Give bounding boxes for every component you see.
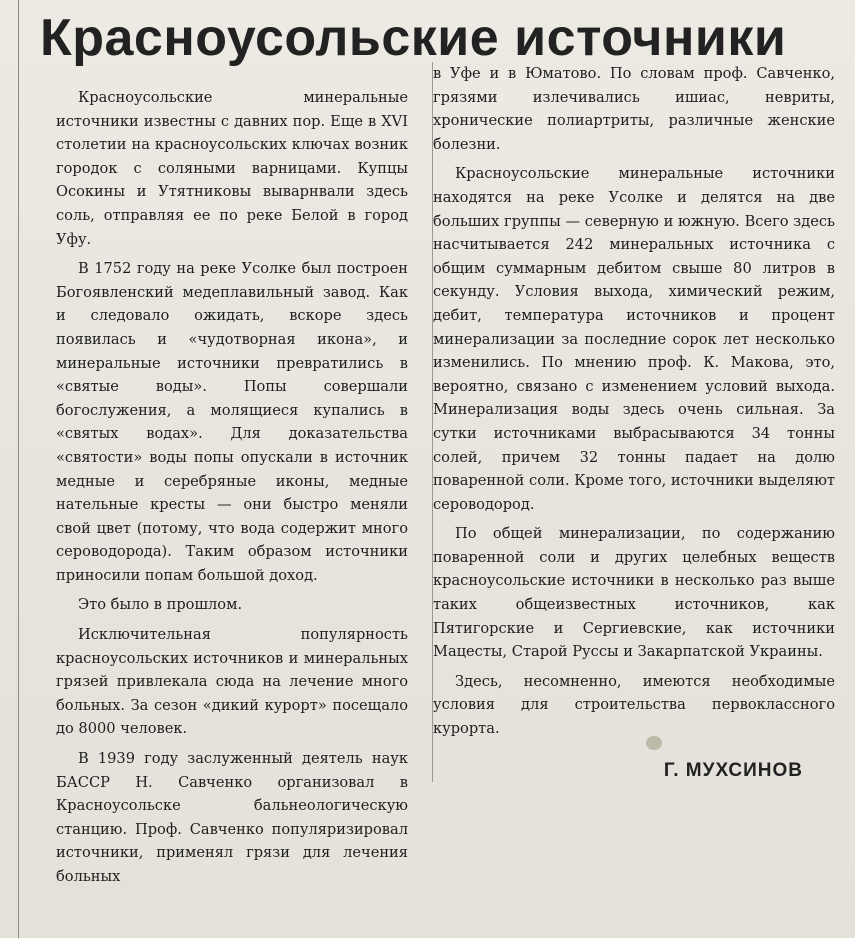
page-edge-rule bbox=[18, 0, 19, 938]
author-signature: Г. МУХСИНОВ bbox=[663, 759, 803, 781]
paragraph: В 1939 году заслуженный деятель наук БАССР Н. Савченко организовал в Красноусольске бальнеологическую станцию. Проф. Савченко популяризировал источники, применял грязи для лечения больных bbox=[56, 750, 408, 885]
paragraph: Это было в прошлом. bbox=[78, 596, 243, 614]
paper-stain bbox=[646, 736, 662, 750]
article-headline: Красноусольские источники bbox=[40, 9, 787, 67]
paragraph: По общей минерализации, по содержанию поваренной соли и других целебных веществ красноусольские источники в несколько раз выше таких общеизвестных источников, как Пятигорские и Сергиевские, как источники Мацесты, Старой Руссы и Закарпатской Украины. bbox=[433, 525, 835, 661]
paragraph: Исключительная популярность красноусольских источников и минеральных грязей привлекала сюда на лечение много больных. За сезон «дикий курорт» посещало до 8000 человек. bbox=[56, 626, 408, 738]
paragraph: Здесь, несомненно, имеются необходимые условия для строительства первоклассного курорта. bbox=[433, 672, 835, 738]
paragraph: Красноусольские минеральные источники известны с давних пор. Еще в XVI столетии на красноусольских ключах возник городок с соляными варницами. Купцы Осокины и Утятниковы выварнвали здесь соль, отправляя ее по реке Белой в город Уфу. bbox=[56, 89, 408, 248]
article-right-column bbox=[432, 62, 835, 782]
paragraph: Красноусольские минеральные источники находятся на реке Усолке и делятся на две больших группы — северную и южную. Всего здесь насчитывается 242 минеральных источника с общим суммарным дебитом свыше 80 литров в секунду. Условия выхода, химический режим, дебит, температура источников и процент минерализации за последние сорок лет несколько изменились. По мнению проф. К. Макова, это, вероятно, связано с изменением условий выхода. Минерализация воды здесь очень сильная. За сутки источниками выбрасываются 34 тонны солей, причем 32 тонны падает на долю поваренной соли. Кроме того, источники выделяют сероводород. bbox=[433, 165, 835, 513]
paragraph: в Уфе и в Юматово. По словам проф. Савченко, грязями излечивались ишиас, невриты, хронические полиартриты, различные женские болезни. bbox=[433, 65, 835, 153]
article-left-column bbox=[56, 86, 408, 895]
paragraph: В 1752 году на реке Усолке был построен Богоявленский медеплавильный завод. Как и следовало ожидать, вскоре здесь появилась и «чудотворная икона», и минеральные источники превратились в «святые воды». Попы совершали богослужения, а молящиеся купались в «святых водах». Для доказательства «святости» воды попы опускали в источник медные и серебряные иконы, медные нательные кресты — они быстро меняли свой цвет (потому, что вода содержит много сероводорода). Таким образом источники приносили попам большой доход. bbox=[56, 260, 408, 584]
